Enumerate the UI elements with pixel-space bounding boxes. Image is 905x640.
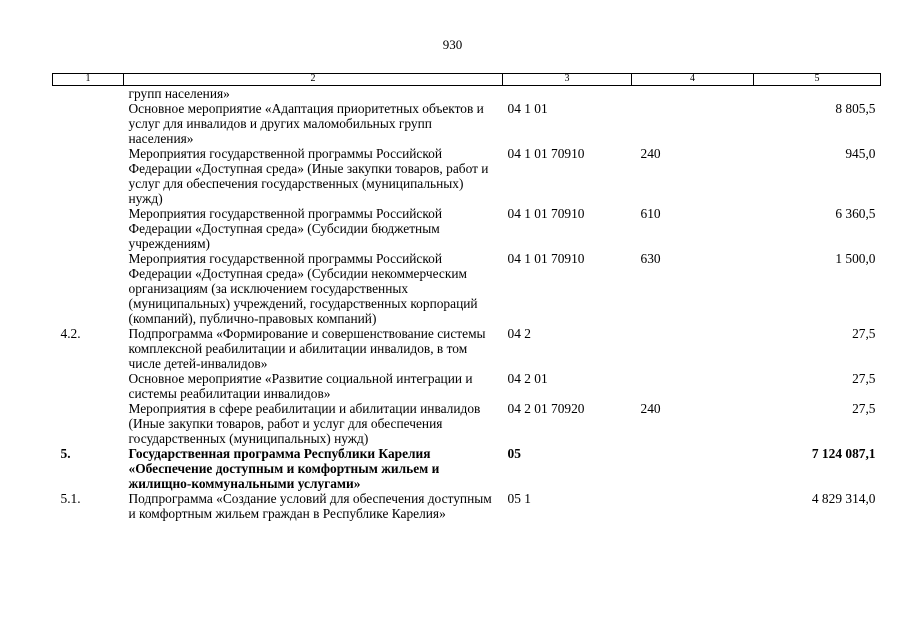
table-body	[53, 86, 881, 522]
row-name: групп населения»	[128, 86, 230, 101]
table-row	[53, 326, 881, 371]
row-expense-type: 240	[640, 146, 661, 161]
row-amount: 7 124 087,1	[811, 446, 876, 461]
row-target-code	[503, 86, 632, 102]
row-number: 4.2.	[60, 326, 81, 341]
row-number	[53, 401, 124, 446]
row-expense-type	[632, 371, 754, 401]
row-number: 5.1.	[60, 491, 81, 506]
header-row	[53, 74, 881, 86]
row-target-code: 04 2 01	[507, 371, 548, 386]
header-col-2: 2	[124, 74, 503, 86]
table-row	[53, 86, 881, 102]
row-name: Подпрограмма «Формирование и совершенствование системы комплексной реабилитации и абилитации инвалидов, в том числе детей-инвалидов»	[128, 326, 486, 371]
row-amount: 945,0	[845, 146, 876, 161]
row-amount: 8 805,5	[835, 101, 876, 116]
row-number	[53, 251, 124, 326]
row-number	[53, 146, 124, 206]
table-row	[53, 491, 881, 521]
header-col-1: 1	[53, 74, 124, 86]
row-name: Основное мероприятие «Развитие социальной интеграции и системы реабилитации инвалидов»	[128, 371, 473, 401]
budget-table	[52, 73, 881, 521]
row-expense-type	[632, 446, 754, 491]
table-header	[53, 74, 881, 86]
row-amount: 6 360,5	[835, 206, 876, 221]
row-target-code: 04 1 01 70910	[507, 251, 585, 266]
table-row	[53, 371, 881, 401]
row-name: Мероприятия государственной программы Российской Федерации «Доступная среда» (Иные закупки товаров, работ и услуг для обеспечения государственных (муниципальных) нужд)	[128, 146, 489, 206]
row-number	[53, 86, 124, 102]
row-target-code: 05	[507, 446, 521, 461]
row-amount: 27,5	[852, 326, 876, 341]
row-expense-type	[632, 86, 754, 102]
row-name: Основное мероприятие «Адаптация приоритетных объектов и услуг для инвалидов и других маломобильных групп населения»	[128, 101, 484, 146]
header-col-5: 5	[754, 74, 881, 86]
row-number: 5.	[60, 446, 71, 461]
row-amount: 4 829 314,0	[811, 491, 876, 506]
table-row	[53, 446, 881, 491]
row-target-code: 04 1 01 70910	[507, 146, 585, 161]
row-expense-type	[632, 326, 754, 371]
row-number	[53, 206, 124, 251]
row-name: Государственная программа Республики Карелия «Обеспечение доступным и комфортным жильем и жилищно-коммунальными услугами»	[128, 446, 440, 491]
row-amount	[754, 86, 881, 102]
row-number	[53, 371, 124, 401]
row-amount: 27,5	[852, 371, 876, 386]
row-expense-type	[632, 101, 754, 146]
row-expense-type: 610	[640, 206, 661, 221]
row-amount: 27,5	[852, 401, 876, 416]
row-number	[53, 101, 124, 146]
row-expense-type: 240	[640, 401, 661, 416]
row-target-code: 04 1 01	[507, 101, 548, 116]
row-name: Мероприятия в сфере реабилитации и абилитации инвалидов (Иные закупки товаров, работ и услуг для обеспечения государственных (муниципальных) нужд)	[128, 401, 481, 446]
row-target-code: 04 2	[507, 326, 531, 341]
header-col-3: 3	[503, 74, 632, 86]
row-expense-type: 630	[640, 251, 661, 266]
page-number: 930	[442, 37, 463, 52]
row-name: Подпрограмма «Создание условий для обеспечения доступным и комфортным жильем граждан в Республике Карелия»	[128, 491, 492, 521]
table-row	[53, 401, 881, 446]
table-row	[53, 146, 881, 206]
row-target-code: 04 2 01 70920	[507, 401, 585, 416]
header-col-4: 4	[632, 74, 754, 86]
table-row	[53, 101, 881, 146]
budget-sheet	[52, 73, 880, 521]
table-row	[53, 251, 881, 326]
row-expense-type	[632, 491, 754, 521]
row-amount: 1 500,0	[835, 251, 876, 266]
table-row	[53, 206, 881, 251]
row-name: Мероприятия государственной программы Российской Федерации «Доступная среда» (Субсидии бюджетным учреждениям)	[128, 206, 443, 251]
row-target-code: 04 1 01 70910	[507, 206, 585, 221]
row-name: Мероприятия государственной программы Российской Федерации «Доступная среда» (Субсидии некоммерческим организациям (за исключением государственных (муниципальных) учреждений, государственных корпораций (компаний), публично-правовых компаний)	[128, 251, 478, 326]
row-target-code: 05 1	[507, 491, 531, 506]
